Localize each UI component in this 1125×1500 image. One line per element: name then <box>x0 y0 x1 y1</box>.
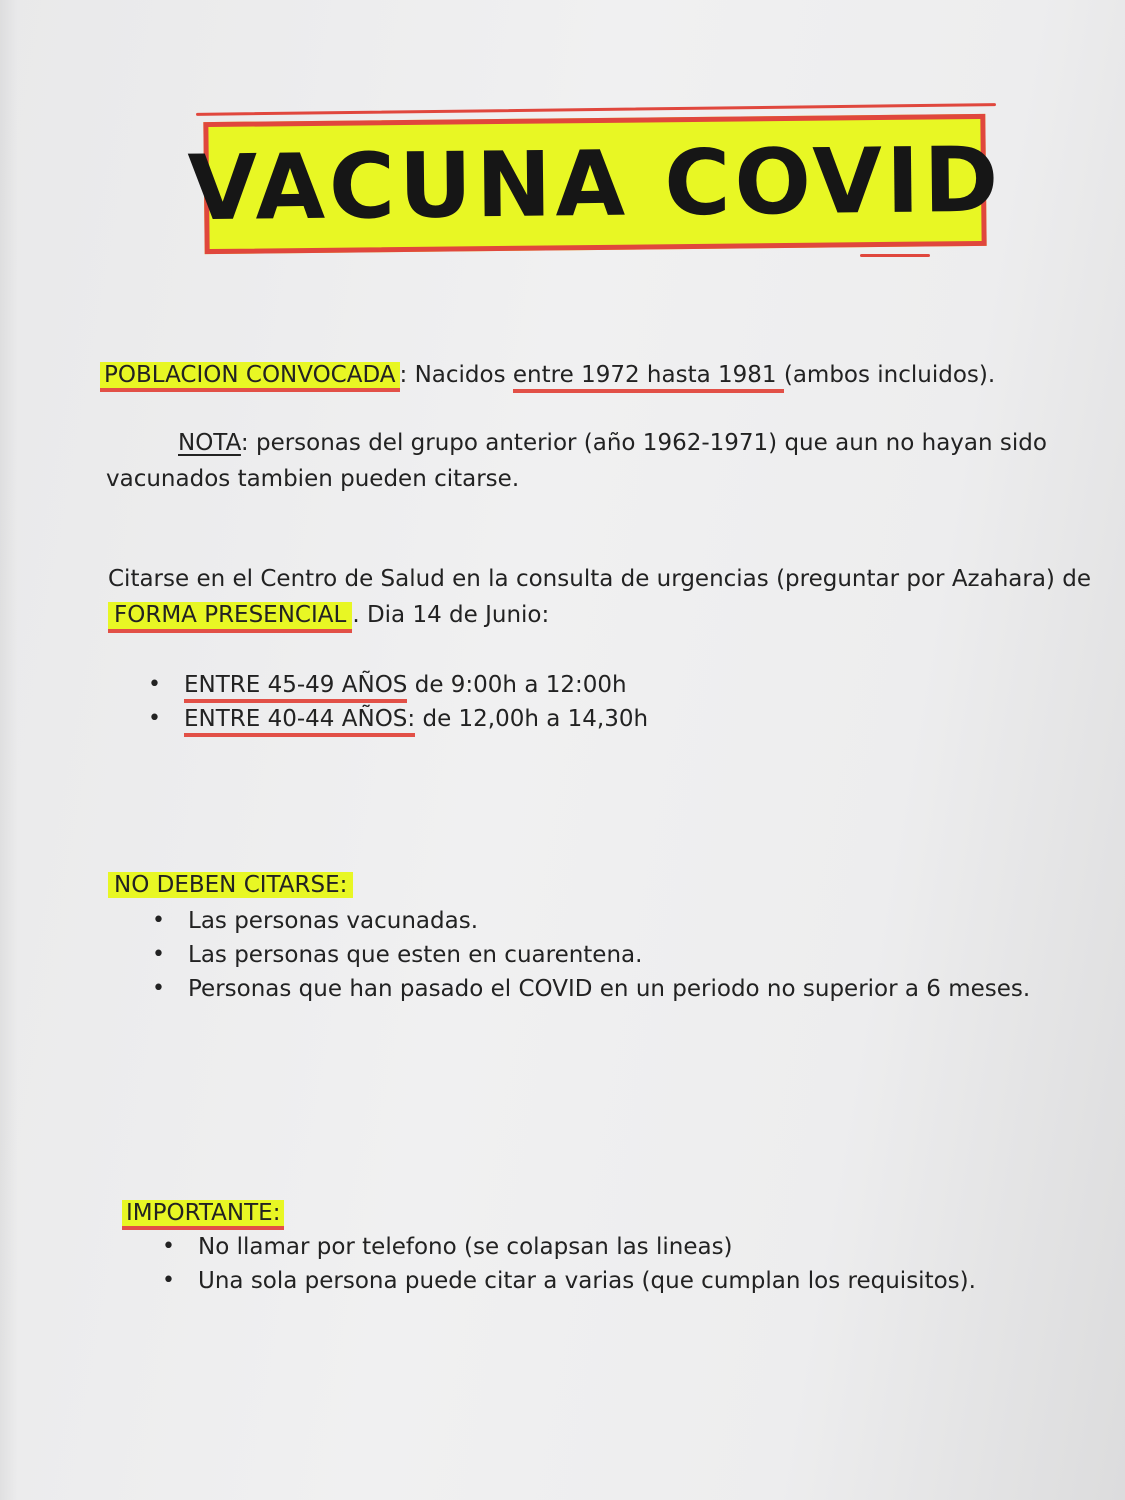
bullet-icon: • <box>148 672 161 697</box>
no-deben-list <box>152 904 1031 1006</box>
nota-text: : personas del grupo anterior (año 1962-1971) que aun no hayan sido <box>240 430 1047 456</box>
bullet-icon: • <box>162 1268 175 1293</box>
no-deben-heading: NO DEBEN CITARSE: <box>108 872 353 898</box>
nota-line-2 <box>106 466 519 492</box>
poblacion-line <box>100 362 995 388</box>
forma-presencial: FORMA PRESENCIAL <box>108 602 352 633</box>
bullet-icon: • <box>152 942 165 967</box>
nota-text-2: vacunados tambien pueden citarse. <box>106 466 520 492</box>
importante-heading: IMPORTANTE: <box>122 1200 284 1230</box>
citarse-line-1 <box>108 566 1091 592</box>
title-scribble-bottom <box>860 254 930 257</box>
citarse-date: . Dia 14 de Junio: <box>352 602 550 628</box>
poblacion-colon: : <box>399 362 408 388</box>
importante-item-text: Una sola persona puede citar a varias (que cumplan los requisitos). <box>198 1268 976 1294</box>
title-box <box>187 114 1003 254</box>
no-deben-item-text: Las personas que esten en cuarentena. <box>188 942 643 968</box>
schedule-range: ENTRE 40-44 AÑOS: <box>184 706 415 737</box>
bullet-icon: • <box>152 976 165 1001</box>
list-item <box>152 904 1030 938</box>
poblacion-text-before: Nacidos <box>414 362 513 388</box>
page-title: VACUNA COVID <box>187 127 1003 241</box>
no-deben-item-text: Personas que han pasado el COVID en un periodo no superior a 6 meses. <box>188 976 1031 1002</box>
bullet-icon: • <box>162 1234 175 1259</box>
bullet-icon: • <box>148 706 161 731</box>
schedule-time: de 9:00h a 12:00h <box>407 672 627 698</box>
list-item <box>162 1264 976 1298</box>
list-item <box>148 702 649 736</box>
poblacion-years: entre 1972 hasta 1981 <box>513 362 784 393</box>
no-deben-item-text: Las personas vacunadas. <box>188 908 479 934</box>
title-scribble-top <box>196 103 996 116</box>
list-item <box>162 1230 976 1264</box>
citarse-text: Citarse en el Centro de Salud en la consulta de urgencias (preguntar por Azahara) de <box>108 566 1091 592</box>
list-item <box>148 668 648 702</box>
importante-list <box>162 1230 976 1298</box>
importante-heading-line <box>122 1200 284 1226</box>
citarse-line-2 <box>108 602 549 628</box>
poblacion-text-after: (ambos incluidos). <box>783 362 996 388</box>
importante-item-text: No llamar por telefono (se colapsan las lineas) <box>198 1234 733 1260</box>
bullet-icon: • <box>152 908 165 933</box>
paper-edge-shadow <box>0 0 18 1500</box>
no-deben-heading-line <box>108 872 353 898</box>
poblacion-label: POBLACION CONVOCADA <box>100 362 400 392</box>
list-item <box>152 972 1031 1006</box>
nota-line-1 <box>178 430 1047 456</box>
schedule-range: ENTRE 45-49 AÑOS <box>184 672 407 703</box>
list-item <box>152 938 1030 972</box>
schedule-list <box>148 668 649 736</box>
schedule-time: de 12,00h a 14,30h <box>415 706 649 732</box>
nota-label: NOTA <box>178 430 241 456</box>
